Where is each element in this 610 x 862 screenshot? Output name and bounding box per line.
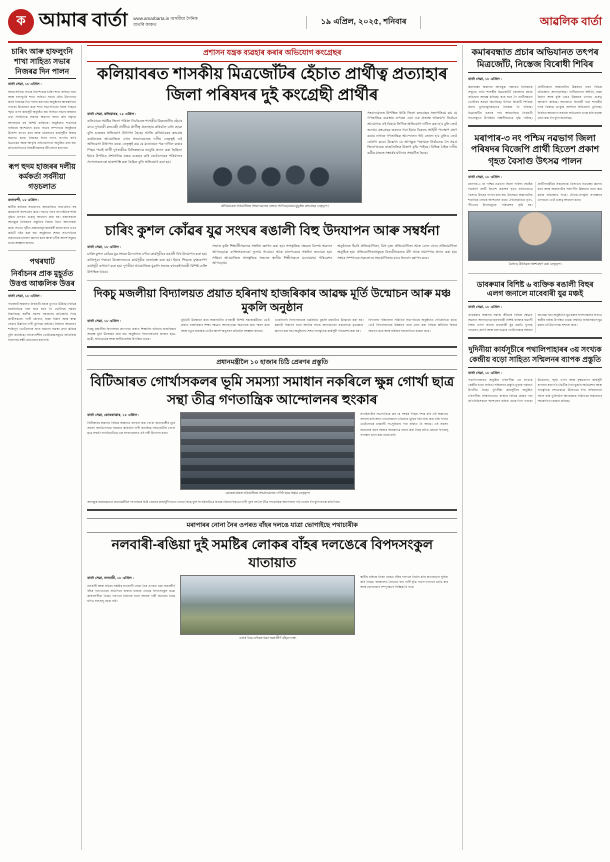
second-body-1: চাৰিং কুশল কোঁৱৰ যুৱ সংঘৰ উদ্যোগত বৰ্ণাঢ্য কাৰ্যসূচীৰে ৰঙালী বিহু উদযাপন কৰা হয়। ৰাতিপুৱা পতাকা উত্তোলনেৰে কাৰ্যসূচীৰ শুভাৰম্ভ কৰা হয়। ইয়াৰ পিছতে বৃক্ষৰোপণ কাৰ্যসূচী ৰূপায়ণ কৰা হয়। দুপৰীয়া আয়োজিত মুকলি সভাত বহুকেইগৰাকী বিশিষ্ট ব্যক্তি উপস্থিত থাকে। bbox=[87, 252, 208, 274]
fourth-headline: বিটিআৰত গোৰ্খাসকলৰ ভূমি সমস্যা সমাধান নকৰিলে ক্ষুন্ন গোৰ্খা ছাত্ৰ সন্থা তীব্ৰ গণতান্ত্ৰিক আন্দোলনৰ হুংকাৰ bbox=[90, 374, 455, 407]
second-body-3: অনুষ্ঠানত হুঁচৰি প্ৰতিযোগিতা, বিহু নৃত্য প্ৰতিযোগিতা আৰু ঢোল বাদন প্ৰতিযোগিতা অনুষ্ঠিত হয়। প্ৰতিযোগিতাসমূহত বিজয়ীসকলক বঁটা আৰু প্ৰমাণপত্ৰ প্ৰদান কৰা হয়। সংঘৰ সম্পাদকে সকলোৰে সহযোগিতাৰ বাবে ধন্যবাদ জ্ঞাপন কৰে। bbox=[337, 243, 458, 260]
paper-logo-icon: ক bbox=[8, 9, 34, 35]
story-headline: নিৰ্বাচনৰ প্ৰাক মুহূৰ্তত উত্তপ্ত আঞ্চলিক উত্তৰ bbox=[8, 269, 76, 292]
column-divider-2 bbox=[462, 45, 463, 850]
lead-byline: বাৰ্তা সেৱা, কলিয়াবৰ, ১৮ এপ্ৰিল : bbox=[87, 111, 137, 116]
right-story-2 bbox=[468, 131, 602, 269]
story-body: কমাৰবন্ধা অঞ্চলত আগন্তুক পঞ্চায়ত নিৰ্বাচনক সন্মুখত ৰাখি শাসকীয় মিত্ৰজোঁটে জোৰদাৰ প্ৰচাৰ অভিযান আৰম্ভ কৰিছে। ঘৰে ঘৰে গৈ প্ৰাৰ্থীসকলে ভোটাৰৰ সমৰ্থন বিচাৰিছে। ইপিনে বিৰোধী শিবিৰৰ প্ৰচাৰ তুলনামূলকভাৱে নিস্তেজ হৈ পৰিছে। মিত্ৰজোঁটৰ তৰফৰ পৰা আয়োজিত নিৰ্বাচনী সভাসমূহত উপস্থিতি লক্ষণীয়ভাৱে বৃদ্ধি পাইছে। প্ৰাৰ্থীসকলে অঞ্চলটোৰ উন্নয়নৰ বাবে বিভিন্ন প্ৰতিশ্ৰুতি আগবঢ়াইছে। পানীযোগান আঁচনি, ৰাস্তা নিৰ্মাণ আৰু কৃষি খণ্ডৰ উন্নয়নৰ ওপৰত গুৰুত্ব আৰোপ কৰিছে। অন্যহাতে বিৰোধী দলে শাসকীয় দলৰ বিৰুদ্ধে ভাবুকি প্ৰদৰ্শনৰ অভিযোগ তুলিছে। নিৰ্বাচন আয়োগে সকলো অভিযোগ তদন্ত কৰি ব্যৱস্থা গ্ৰহণ কৰা হ'ব বুলি জনাইছে। bbox=[468, 84, 602, 120]
story-body: পথালিপাহাৰত অনুষ্ঠিত হ'বলগীয়া ৩য় সংখ্যক কেন্দ্ৰীয় বড়ো সাহিত্য সন্মিলনৰ প্ৰস্তুতি চূড়ান্ত পৰ্যায়ত উপনীত হৈছে। দুদিনীয়া কাৰ্যসূচীৰে অনুষ্ঠিত হ'বলগীয়া সন্মিলনখনত ৰাজ্যৰ বিভিন্ন প্ৰান্তৰ পৰা প্ৰতিনিধিসকলে অংশগ্ৰহণ কৰিব। প্ৰথম দিনা পতাকা উত্তোলন, স্মৃতি তৰ্পণ আৰু বৃক্ষৰোপণ কাৰ্যসূচী ৰূপায়ণ কৰা হ'ব। দ্বিতীয় দিনা মুকলি অধিৱেশন আৰু সাংস্কৃতিক শোভাযাত্ৰা উলিওৱা হ'ব। সন্মিলনখন সফল কৰি তুলিবলৈ আয়োজক সমিতিয়ে সকলোৰে সহযোগিতা কামনা কৰিছে। bbox=[468, 378, 602, 403]
story-headline: কমাৰবন্ধাত প্ৰচাৰ অভিযানত তৎপৰ মিত্ৰজোঁট, নিস্তেজ বিৰোধী শিবিৰ bbox=[468, 47, 602, 73]
fourth-body-1: বিটিআৰৰ অন্তৰ্গত বিভিন্ন অঞ্চলত বসবাস কৰা গোৰ্খা জনগোষ্ঠীৰ ভূমি সমস্যা অনতিপলমে সমাধান কৰিবলৈ দাবী জনাইছে সৰ্বভাৰতীয় গোৰ্খা ছাত্ৰ সন্থাই। সংগঠনটোৱে এক সংবাদমেলত এই দাবী উত্থাপন কৰে। bbox=[87, 420, 176, 435]
left-story-3 bbox=[8, 255, 76, 343]
fourth-story bbox=[87, 352, 457, 505]
edition-name: আৱলিক বাৰ্তা bbox=[539, 15, 602, 28]
story-headline: চাৰিং আৰু হাফলুংনি শাখা সাহিত্য সভাৰ নিজৰৱ দিন পালন bbox=[8, 47, 76, 79]
story-byline: বাৰ্তা সেৱা, ১৮ এপ্ৰিল : bbox=[8, 294, 42, 299]
masthead bbox=[8, 6, 602, 43]
publication-date: ১৯ এপ্ৰিল, ২০২৫, শনিবাৰ bbox=[306, 16, 422, 29]
second-headline: চাৰিং কুশল কোঁৱৰ যুৱ সংঘৰ ৰঙালী বিহু উদযাপন আৰু সম্বৰ্ধনা bbox=[104, 223, 440, 239]
fifth-photo-caption: নোনা নৈৰ ওপৰত থকা জৰাজীৰ্ণ বাঁহৰ দলং। bbox=[239, 636, 297, 641]
story-headline: ৰূপ হুদম হাজৰৰ দলীয় কৰ্মকৰ্তা সৰ্বনীয়া গড়চলাত bbox=[8, 162, 76, 194]
fourth-body-3: আগন্তুক সময়ছোৱাত প্ৰধানমন্ত্ৰীলৈ দহ হাজাৰ চিঠি প্ৰেৰণৰ কাৰ্যসূচী হাতত লোৱা হৈছে বুলি সংগঠনটোৱে জনায়। ইয়াৰ পিছতো দাবী পূৰণ নহ'লে তীব্ৰ গণতান্ত্ৰিক আন্দোলন গঢ়ি তোলা হ'ব বুলি সতৰ্ক কৰি দিয়ে। bbox=[87, 499, 341, 504]
paper-website: www.amarbarta.in অসমীয়া দৈনিক বাতৰি কাকত bbox=[133, 16, 198, 27]
story-body: পথৰঘাট অঞ্চলত নিৰ্বাচনী প্ৰচাৰ তুংগত উঠিছে। বিভিন্ন ৰাজনৈতিক দলে ঘৰে ঘৰে গৈ ভোটাৰৰ সমৰ্থন বিচাৰিছে। স্থানীয় সমস্যা সমাধানৰ প্ৰতিশ্ৰুতি দিছে প্ৰাৰ্থীসকলে। পানী যোগান, ৰাস্তা নিৰ্মাণ আৰু স্বাস্থ্য সেৱাৰ উন্নতিৰ দাবী তুলিছে ৰাইজে। নিৰ্বাচন আয়োগে শান্তিপূৰ্ণ ভোটগ্ৰহণৰ বাবে সকলো ব্যৱস্থা গ্ৰহণ কৰিছে বুলি জনাইছে। সংবেদনশীল ভোটকেন্দ্ৰসমূহত অতিৰিক্ত নিৰাপত্তা ৰক্ষী মোতায়েন কৰা হ'ব। bbox=[8, 301, 77, 342]
second-body-2: সভাত কৃতি শিক্ষাৰ্থীসকলক সম্বৰ্ধনা জ্ঞাপন কৰা হয়। সাংস্কৃতিক ক্ষেত্ৰত বিশেষ অৱদান আগবঢ়োৱা ব্যক্তিসকলকো ফুলাম গামোচা আৰু মানপত্ৰেৰে সম্বৰ্ধনা জনোৱা হয়। সন্ধিয়া আয়োজিত সাংস্কৃতিক সন্ধ্যাত স্থানীয় শিল্পীসকলে মনোমোহা পৰিৱেশন আগবঢ়ায়। bbox=[212, 243, 333, 266]
story-headline: দুদিনীয়া কাৰ্যসূচীৰে পথালিপাহাৰৰ ৩য় সংখ্যক কেন্দ্ৰীয় বড়ো সাহিত্য সন্মিলনৰ ব্যাপক প্ৰস্তুতি bbox=[468, 345, 602, 368]
fourth-photo-caption: কোকৰাঝাৰত আয়োজিত সংবাদমেলত গোৰ্খা ছাত্ৰ সন্থাৰ নেতৃবৃন্দ। bbox=[225, 491, 311, 496]
fourth-byline: বাৰ্তা সেৱা, কোকৰাঝাৰ, ১৮ এপ্ৰিল : bbox=[87, 413, 140, 418]
third-body-4: বিদ্যালয় পৰিচালনা সমিতিৰ সভাপতিয়ে অনুষ্ঠানত পৌৰোহিত্য কৰে। তেওঁ বিদ্যালয়খনৰ উন্নয়নৰ বাবে গ্ৰহণ কৰা বিভিন্ন আঁচনিৰ বিষয়ে অৱগত কৰে আৰু ৰাইজৰ সহযোগিতা কামনা কৰে। bbox=[368, 318, 458, 333]
lead-story bbox=[87, 45, 457, 210]
left-story-1 bbox=[8, 45, 76, 151]
lead-body-right: সংবাদমেলত উপস্থিত থাকি জিলা কংগ্ৰেছৰ সভাপতিয়ে কয় যে গণতান্ত্ৰিক ব্যৱস্থাৰ ওপৰত এয়া এক প্ৰত্যক্ষ আক্ৰমণ। নিৰ্বাচন আয়োগক এই বিষয়ে লিখিত অভিযোগ দাখিল কৰা হ'ব বুলি তেওঁ জনায়। কংগ্ৰেছৰ তৰফৰ পৰা ইয়াৰ বিৰুদ্ধে আইনী পদক্ষেপ গ্ৰহণ কৰাৰ লগতে গণতান্ত্ৰিক আন্দোলন গঢ়ি তোলা হ'ব বুলিও তেওঁ ঘোষণা কৰে। উল্লেখ্য যে আগন্তুক পঞ্চায়ত নিৰ্বাচনক লৈ সমগ্ৰ জিলাখনতে ৰাজনৈতিক উত্তাপ বৃদ্ধি পাইছে। বিভিন্ন ঠাইত দলীয় কৰ্মীৰ মাজত সংঘৰ্ষৰ ঘটনাও সংঘটিত হৈছে। bbox=[367, 110, 458, 156]
story-body: ডাবৰুমাৰ অঞ্চলৰ সমাজ জীৱনৰ বিভিন্ন ক্ষেত্ৰত অৱদান আগবঢ়োৱা ছয়গৰাকী বিশিষ্ট ব্যক্তিক ৰঙালী বিহুৰ এলগ জনায় মাবেবাৰী যুৱ মঞ্চই। ফুলাম গামোচা, জাপি আৰু মানপত্ৰেৰে তেওঁলোকক সম্বৰ্ধনা জনোৱা হয়। অনুষ্ঠানত যুৱ মঞ্চৰ সদস্যসকলৰ লগতে স্থানীয় ৰাইজ উপস্থিত থাকে। সম্বৰ্ধিত ব্যক্তিসকলে যুৱ মঞ্চৰ এই উদ্যোগক প্ৰশংসা কৰে। bbox=[468, 312, 602, 333]
left-column bbox=[8, 45, 76, 850]
third-headline: দিকচু মজলীয়া বিদ্যালয়ত প্ৰয়াত হৰিনাথ হাজৰিকাৰ আৱক্ষ মূৰ্তি উন্মোচন আৰু মঞ্চ মুকলি অনুষ্ঠান bbox=[93, 287, 451, 314]
fifth-byline: বাৰ্তা সেৱা, নলবাৰী, ১৮ এপ্ৰিল : bbox=[87, 576, 134, 581]
lead-body-left: কলিয়াবৰ সমষ্টিৰ জিলা পৰিষদ নিৰ্বাচনত শাসকীয় মিত্ৰজোঁটৰ হেঁচাৰ বাবে দুগৰাকী কংগ্ৰেছী প্ৰাৰ্থীয়ে প্ৰাৰ্থীত্ব প্ৰত্যাহাৰ কৰিবলৈ বাধ্য হোৱা বুলি গুৰুতৰ অভিযোগ উত্থাপন হৈছে। আজি কলিয়াবৰৰ কংগ্ৰেছ কাৰ্যালয়ত আয়োজিত এখন সংবাদমেলত দলীয় নেতৃত্বই এই অভিযোগ উত্থাপন কৰে। নেতৃত্বই কয় যে মনোনয়ন পত্ৰ দাখিল কৰাৰ পিছৰ পৰাই প্ৰাৰ্থী দুগৰাকীক বিভিন্নভাৱে ভাবুকি প্ৰদান কৰা হৈছিল। ইয়াৰ উপৰিও প্ৰশাসনিক যন্ত্ৰক ব্যৱহাৰ কৰি তেওঁলোকৰ পৰিয়ালৰ সদস্যসকলকো হাৰাশাস্তি কৰা হৈছিল বুলি অভিযোগ কৰা হয়। bbox=[87, 119, 183, 164]
lead-photo bbox=[187, 111, 362, 203]
right-story-3 bbox=[468, 278, 602, 334]
fourth-photo bbox=[180, 412, 355, 490]
right-column bbox=[468, 45, 602, 850]
third-body-1: দিকচু মজলীয়া বিদ্যালয়ৰ প্ৰাংগণত প্ৰয়াত শিক্ষাবিদ হৰিনাথ হাজৰিকাৰ আৱক্ষ মূৰ্তি উন্মোচন কৰা হয়। অনুষ্ঠানত বিদ্যালয়খনৰ প্ৰাক্তন ছাত্ৰ-ছাত্ৰী, অভিভাৱক আৰু স্থানীয় ৰাইজ উপস্থিত থাকে। bbox=[87, 326, 176, 341]
column-divider bbox=[81, 45, 82, 850]
story-headline: মৰাপাৰ-৩ নং পশ্চিম নৱভাগ জিলা পৰিষদৰ বিজেপি প্ৰাৰ্থী হিতেশ প্ৰকাশ গৃহত বৈসাগু উৎসৱ পালন bbox=[468, 133, 602, 171]
story-byline: বাৰ্তা সেৱা, ১৮ এপ্ৰিল : bbox=[8, 82, 42, 87]
fifth-body-2: স্থানীয় ৰাইজে নিজা খৰচত বাঁহৰ দলংখন নিৰ্মাণ কৰি যাতায়াতৰ সুবিধা কৰি লৈছে। বৰ্ষাকালত নৈখনত বান পানী বৃদ্ধি পালে দলংখন ভাঙি যায় আৰু যোগাযোগ সম্পূৰ্ণৰূপে বিচ্ছিন্ন হৈ পৰে। bbox=[360, 575, 449, 590]
fifth-strap: মৰাপাৰৰ নোনা নৈৰ ওপৰত বাঁহৰ দলঙে যাত্ৰা ভোগাইছে পথাচাৰীক bbox=[87, 518, 457, 533]
story-body: স্থানীয় ৰাইজৰ সহযোগত আয়োজিত সভাখনিত বহু কৰ্মকৰ্তাই অংশগ্ৰহণ কৰে। সভাত দলৰ সাংগঠনিক শক্তি বৃদ্ধিৰ ওপৰত গুৰুত্ব আৰোপ কৰা হয়। বক্তাসকলে আগন্তুক নিৰ্বাচনৰ প্ৰস্তুতিৰ বিষয়ে বিতং আলোচনা কৰে। সভাত গৃহীত প্ৰস্তাৱসমূহ কাৰ্যকৰী কৰাৰ বাবে এখন কমিটি গঠন কৰা হয়। অনুষ্ঠানৰ শেষত সভাপতিয়ে সকলোকে ধন্যবাদ জ্ঞাপন কৰে আৰু দলীয় আদৰ্শ সমুন্নত ৰখাৰ আহ্বান জনায়। bbox=[8, 205, 77, 245]
third-body-2: মূৰ্তিটো উন্মোচন কৰে অঞ্চলটোৰ এগৰাকী বিশিষ্ট সমাজকৰ্মীয়ে। তেওঁ প্ৰয়াত হাজৰিকাৰ শিক্ষা ক্ষেত্ৰত আগবঢ়োৱা অৱদানৰ কথা স্মৰণ কৰে আৰু নতুন প্ৰজন্মক তেওঁৰ আদৰ্শ অনুসৰণ কৰিবলৈ আহ্বান জনায়। bbox=[180, 318, 270, 333]
second-story bbox=[87, 220, 457, 275]
fifth-headline: নলবাৰী-ৰঙিয়া দুই সমষ্টিৰ লোকৰ বাঁহৰ দলঙেৰে বিপদসংকুল যাতায়াত bbox=[111, 537, 433, 570]
lead-kicker: প্ৰশাসন যন্ত্ৰক ব্যৱহাৰ কৰাৰ অভিযোগ কংগ্ৰেছৰ bbox=[87, 45, 457, 62]
fifth-body-1: নলবাৰী আৰু ৰঙিয়া সমষ্টিৰ সংযোগী নোনা নৈৰ ওপৰত থকা জৰাজীৰ্ণ বাঁহৰ দলংখনেৰে প্ৰতিদিনে হাজাৰ হাজাৰ লোকে বিপদসংকুল যাত্ৰা কৰিবলগীয়া হৈছে। দলংখন নিৰ্মাণৰ বাবে বহুবাৰ দাবী জনোৱা হৈছে যদিও ফলপ্ৰসূ হোৱা নাই। bbox=[87, 583, 176, 604]
story-photo bbox=[468, 211, 602, 261]
right-story-4 bbox=[468, 343, 602, 404]
paper-name: আমাৰ বাৰ্তা bbox=[39, 10, 128, 31]
fifth-photo bbox=[180, 575, 355, 635]
fourth-body-2: সংগঠনটোৰ সভাপতিয়ে কয় যে দশকৰ পিছত দশক ধৰি এই অঞ্চলত বসবাস কৰি অহা গোৰ্খাসকলে এতিয়াও ভূমিৰ পট্টা লাভ কৰা নাই। ফলত তেওঁলোকে চৰকাৰী সা-সুবিধাৰ পৰা বঞ্চিত হৈ আছে। এই সমস্যা সমাধানৰ বাবে বহুবাৰ স্মাৰকপত্ৰ প্ৰদান কৰা হৈছে যদিও কোনো ফলপ্ৰসূ পদক্ষেপ গ্ৰহণ কৰা হোৱা নাই। bbox=[360, 412, 449, 437]
second-byline: বাৰ্তা সেৱা, ১৮ এপ্ৰিল : bbox=[87, 244, 121, 249]
story-byline: বাৰ্তা সেৱা, ১৮ এপ্ৰিল : bbox=[468, 305, 502, 310]
story-byline: বাৰ্তা সেৱা, ১৮ এপ্ৰিল : bbox=[468, 174, 502, 179]
story-byline: কলাবন্দী, ১৮ এপ্ৰিল : bbox=[8, 197, 40, 202]
right-story-1 bbox=[468, 45, 602, 121]
story-byline: বাৰ্তা সেৱা, ১৮ এপ্ৰিল : bbox=[468, 77, 502, 82]
left-story-2 bbox=[8, 160, 76, 246]
story-body: অসম সাহিত্য সভাৰ নিৰ্দেশ মৰ্মে চাৰিং শাখা সাহিত্য সভা আৰু হাফলুংনি শাখা সাহিত্য সভাৰ যৌথ উদ্যোগত কালি নিজৰৱ দিন পালন কৰা হয়। অনুষ্ঠানৰ আৰম্ভণিতে পতাকা উত্তোলন কৰে শাখা সভাপতিয়ে। ইয়াৰ পিছতে স্মৃতি তৰ্পণ কাৰ্যসূচী অনুষ্ঠিত হয়। সাহিত্য সভাৰ জন্মলগ্ন তথা সাহিত্যিক সকলৰ অৱদান স্মৰণ কৰি বক্তৃতা আগবঢ়ায় বহু বিশিষ্ট ব্যক্তিয়ে। অনুষ্ঠানত শতাধিক ব্যক্তিয়ে অংশগ্ৰহণ কৰে। সভাৰ সম্পাদকে অনুষ্ঠানৰ উদ্দেশ্য ব্যাখ্যা কৰে আৰু ভৱিষ্যতৰ কাৰ্যসূচীৰ বিষয়ে অৱগত কৰে। নিজৰৱ দিনৰ লগত সংগতি ৰাখি চিত্ৰাংকন আৰু আবৃত্তি প্ৰতিযোগিতা অনুষ্ঠিত কৰা হয়। প্ৰতিযোগিতাত বিজয়ীসকলক বঁটা প্ৰদান কৰা হয়। bbox=[8, 89, 77, 151]
fourth-strap: প্ৰধানমন্ত্ৰীলৈ ১০ হাজাৰ চিঠি প্ৰেৰণৰ প্ৰস্তুতি bbox=[87, 355, 457, 370]
main-column bbox=[87, 45, 457, 850]
story-body: মৰাপাৰ-৩ নং পশ্চিম নৱভাগ জিলা পৰিষদ সমষ্টিৰ বিজেপি প্ৰাৰ্থী হিতেশ প্ৰকাশৰ গৃহত বৰ্ণাঢ্যভাৱে বৈসাগু উৎসৱ পালন কৰা হয়। উৎসৱত অঞ্চলটোৰ শতাধিক লোকে অংশগ্ৰহণ কৰে। ঐতিহ্যমণ্ডিত নৃত্য-গীতেৰে উৎসৱমুখৰ পৰিৱেশৰ সৃষ্টি হয়। প্ৰাৰ্থীগৰাকীয়ে সকলোকে বৈসাগুৰ শুভেচ্ছা জ্ঞাপন কৰে আৰু অঞ্চলটোৰ সৰ্বাংগীণ উন্নয়নৰ বাবে কাম কৰাৰ প্ৰতিশ্ৰুতি দিয়ে। ঐতিহ্য-সংস্কৃতি সংৰক্ষণৰ ওপৰতো তেওঁ গুৰুত্ব আৰোপ কৰে। bbox=[468, 182, 602, 207]
page-grid bbox=[8, 45, 602, 850]
story-headline: ডাবৰুমাৰ বিশিষ্ট ৬ ব্যক্তিক ৰঙালী বিহুৰ এলগ জনালে মাবেবাৰী যুৱ মঞ্চই bbox=[468, 280, 602, 303]
story-byline: বাৰ্তা সেৱা, ১৮ এপ্ৰিল : bbox=[468, 370, 502, 375]
lead-photo-caption: কলিয়াবৰত আয়োজিত সংবাদমেলত বক্তব্য আগবঢ়োৱাৰ মুহূৰ্তত কংগ্ৰেছৰ নেতৃবৃন্দ। bbox=[220, 203, 329, 208]
fifth-story bbox=[87, 515, 457, 643]
third-story bbox=[87, 285, 457, 342]
story-kicker: পথৰঘাট bbox=[29, 257, 55, 266]
story-photo-caption: বৈসাগু উৎসৱত অংশগ্ৰহণ কৰা নেতৃবৃন্দ। bbox=[508, 261, 562, 266]
lead-headline: কলিয়াবৰত শাসকীয় মিত্ৰজোঁটৰ হেঁচাত প্ৰাৰ্থীত্ব প্ৰত্যাহাৰ জিলা পৰিষদৰ দুই কংগ্ৰেছী প্ৰাৰ্থীৰ bbox=[97, 66, 448, 104]
third-byline: বাৰ্তা সেৱা, ১৮ এপ্ৰিল : bbox=[87, 319, 121, 324]
third-body-3: একেদিনাই বিদ্যালয়খনৰ নৱনিৰ্মিত মুকলি মঞ্চটোও উদ্বোধন কৰা হয়। মঞ্চটো নিৰ্মাণৰ বাবে আৰ্থিক সহায় আগবঢ়োৱা সকলোকে কৃতজ্ঞতা জ্ঞাপন কৰা হয়। অনুষ্ঠানৰ শেষত সাংস্কৃতিক কাৰ্যসূচী পৰিৱেশন কৰা হয়। bbox=[274, 318, 364, 333]
